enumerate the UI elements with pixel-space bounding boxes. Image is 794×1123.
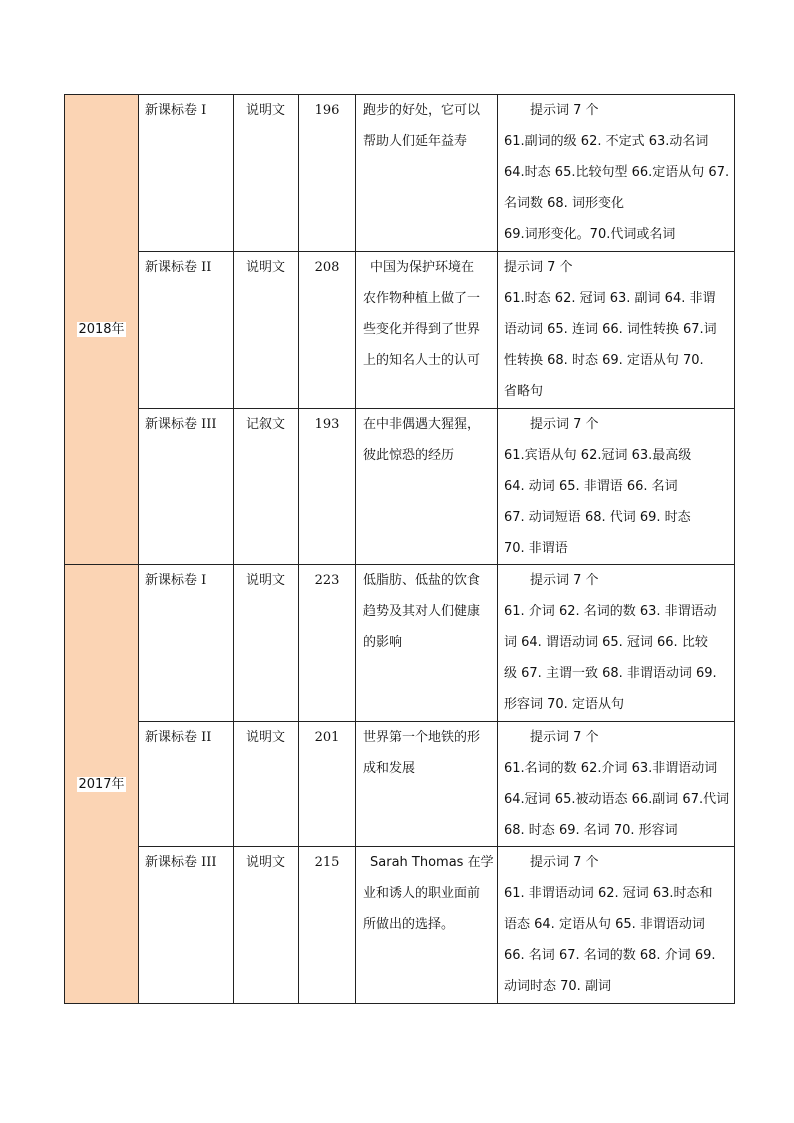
hint-count-label: 提示词 7 个: [530, 855, 599, 870]
grammar-point-line: 64.时态 65.比较句型 66.定语从句 67.: [504, 165, 730, 180]
topic-cell: [356, 722, 498, 847]
text-type-cell: 说明文: [234, 95, 299, 252]
topic-text: 中国为保护环境在 农作物种植上做了一 些变化并得到了世界 上的知名人士的认可: [363, 260, 481, 368]
grammar-point-line: 名词数 68. 词形变化: [504, 196, 624, 211]
hint-count-label: 提示词 7 个: [530, 103, 599, 118]
grammar-points-cell: [498, 409, 735, 565]
grammar-point-line: 语态 64. 定语从句 65. 非谓语动词: [504, 917, 705, 932]
table-row: [65, 409, 735, 565]
grammar-point-line: 61. 非谓语动词 62. 冠词 63.时态和: [504, 886, 713, 901]
grammar-point-line: 69.词形变化。70.代词或名词: [504, 227, 676, 242]
paper-cell: 新课标卷 III: [139, 409, 234, 565]
year-label: 2017年: [78, 776, 125, 792]
table-row: [65, 565, 735, 722]
paper-cell: 新课标卷 I: [139, 565, 234, 722]
grammar-points-cell: [498, 847, 735, 1004]
table-row: [65, 722, 735, 847]
grammar-point-line: 61. 介词 62. 名词的数 63. 非谓语动: [504, 604, 717, 619]
year-cell: [65, 95, 139, 565]
grammar-point-line: 61.副词的级 62. 不定式 63.动名词: [504, 134, 709, 149]
topic-text: 跑步的好处，它可以 帮助人们延年益寿: [363, 103, 481, 149]
topic-text: 在中非偶遇大猩猩， 彼此惊恐的经历: [363, 417, 481, 463]
topic-cell: [356, 95, 498, 252]
grammar-point-line: 性转换 68. 时态 69. 定语从句 70.: [504, 353, 704, 368]
grammar-points-cell: [498, 252, 735, 409]
grammar-point-line: 词 64. 谓语动词 65. 冠词 66. 比较: [504, 635, 708, 650]
grammar-point-line: 动词时态 70. 副词: [504, 979, 611, 994]
word-count-cell: 215: [299, 847, 356, 1004]
text-type-cell: 说明文: [234, 252, 299, 409]
topic-cell: [356, 565, 498, 722]
table-row: [65, 252, 735, 409]
grammar-point-line: 67. 动词短语 68. 代词 69. 时态: [504, 510, 691, 525]
word-count-cell: 208: [299, 252, 356, 409]
topic-cell: [356, 252, 498, 409]
grammar-point-line: 61.时态 62. 冠词 63. 副词 64. 非谓: [504, 291, 716, 306]
word-count-cell: 201: [299, 722, 356, 847]
paper-cell: 新课标卷 III: [139, 847, 234, 1004]
grammar-point-line: 61.宾语从句 62.冠词 63.最高级: [504, 448, 692, 463]
text-type-cell: 说明文: [234, 722, 299, 847]
text-type-cell: 说明文: [234, 847, 299, 1004]
paper-cell: 新课标卷 II: [139, 252, 234, 409]
topic-text: Sarah Thomas 在学 业和诱人的职业面前 所做出的选择。: [363, 855, 494, 932]
topic-cell: [356, 847, 498, 1004]
paper-cell: 新课标卷 I: [139, 95, 234, 252]
word-count-cell: 193: [299, 409, 356, 565]
exam-analysis-table: [64, 94, 735, 1004]
text-type-cell: 记叙文: [234, 409, 299, 565]
grammar-points-cell: [498, 565, 735, 722]
grammar-point-line: 70. 非谓语: [504, 541, 568, 556]
grammar-point-line: 级 67. 主谓一致 68. 非谓语动词 69.: [504, 666, 717, 681]
paper-cell: 新课标卷 II: [139, 722, 234, 847]
word-count-cell: 223: [299, 565, 356, 722]
topic-cell: [356, 409, 498, 565]
table-row: [65, 95, 735, 252]
grammar-point-line: 省略句: [504, 384, 544, 399]
hint-count-label: 提示词 7 个: [530, 730, 599, 745]
hint-count-label: 提示词 7 个: [530, 573, 599, 588]
grammar-point-line: 64.冠词 65.被动语态 66.副词 67.代词: [504, 792, 730, 807]
hint-count-label: 提示词 7 个: [504, 260, 573, 275]
word-count-cell: 196: [299, 95, 356, 252]
grammar-point-line: 形容词 70. 定语从句: [504, 697, 624, 712]
year-label: 2018年: [78, 322, 125, 337]
grammar-point-line: 68. 时态 69. 名词 70. 形容词: [504, 823, 678, 838]
year-cell: [65, 565, 139, 1004]
grammar-points-cell: [498, 722, 735, 847]
grammar-point-line: 61.名词的数 62.介词 63.非谓语动词: [504, 761, 718, 776]
grammar-points-cell: [498, 95, 735, 252]
table-row: [65, 847, 735, 1004]
hint-count-label: 提示词 7 个: [530, 417, 599, 432]
grammar-point-line: 语动词 65. 连词 66. 词性转换 67.词: [504, 322, 717, 337]
grammar-point-line: 64. 动词 65. 非谓语 66. 名词: [504, 479, 678, 494]
grammar-point-line: 66. 名词 67. 名词的数 68. 介词 69.: [504, 948, 716, 963]
topic-text: 世界第一个地铁的形 成和发展: [363, 730, 481, 776]
text-type-cell: 说明文: [234, 565, 299, 722]
topic-text: 低脂肪、低盐的饮食 趋势及其对人们健康 的影响: [363, 573, 481, 650]
